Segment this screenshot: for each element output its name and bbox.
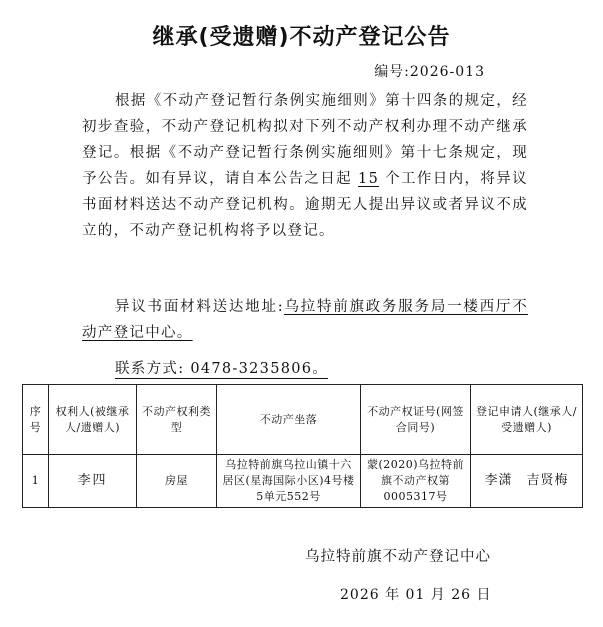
paragraph-main-text-before: 根据《不动产登记暂行条例实施细则》第十四条的规定，经初步查验，不动产登记机构拟对下列不动产权利办理不动产继承登记。根据《不动产登记暂行条例实施细则》第十七条规定，现予公告。如有异议，请自本公告之日起 (82, 93, 528, 187)
document-number: 编号:2026-013 (374, 64, 485, 80)
header-location: 不动产坐落 (217, 385, 361, 455)
contact-underline-group (115, 360, 328, 379)
registration-table (22, 384, 583, 508)
table-row (23, 455, 583, 508)
header-holder: 权利人(被继承人/遗赠人) (49, 385, 137, 455)
cell-right-type: 房屋 (137, 455, 217, 508)
notice-paragraph-main (82, 88, 528, 244)
objection-days: 15 (358, 171, 380, 187)
issue-date: 2026 年 01 月 26 日 (340, 587, 492, 603)
header-cert-no: 不动产权证号(网签合同号) (361, 385, 471, 455)
issuing-organization: 乌拉特前旗不动产登记中心 (305, 549, 491, 565)
contact-line (115, 356, 535, 382)
notice-title: 继承(受遗赠)不动产登记公告 (152, 25, 451, 50)
paragraph-main-text-after: 个工作日内，将异议书面材料送达不动产登记机构。逾期无人提出异议或者异议不成立的，不动产登记机构将予以登记。 (82, 171, 528, 239)
cell-seq: 1 (23, 455, 49, 508)
table-header-row (23, 385, 583, 455)
contact-label: 联系方式: (115, 361, 185, 377)
header-right-type: 不动产权利类型 (137, 385, 217, 455)
cell-cert-no: 蒙(2020)乌拉特前旗不动产权第0005317号 (361, 455, 471, 508)
objection-address: 乌拉特前旗政务服务局一楼西厅不动产登记中心。 (82, 299, 529, 341)
cell-location: 乌拉特前旗乌拉山镇十六居区(星海国际小区)4号楼5单元552号 (217, 455, 361, 508)
cell-holder: 李四 (49, 455, 137, 508)
header-applicant: 登记申请人(继承人/受遗赠人) (471, 385, 583, 455)
header-seq: 序号 (23, 385, 49, 455)
cell-applicant: 李潇 吉贤梅 (471, 455, 583, 508)
notice-paragraph-address (82, 294, 528, 346)
address-label: 异议书面材料送达地址: (115, 299, 284, 315)
contact-phone: 0478-3235806。 (190, 361, 329, 377)
